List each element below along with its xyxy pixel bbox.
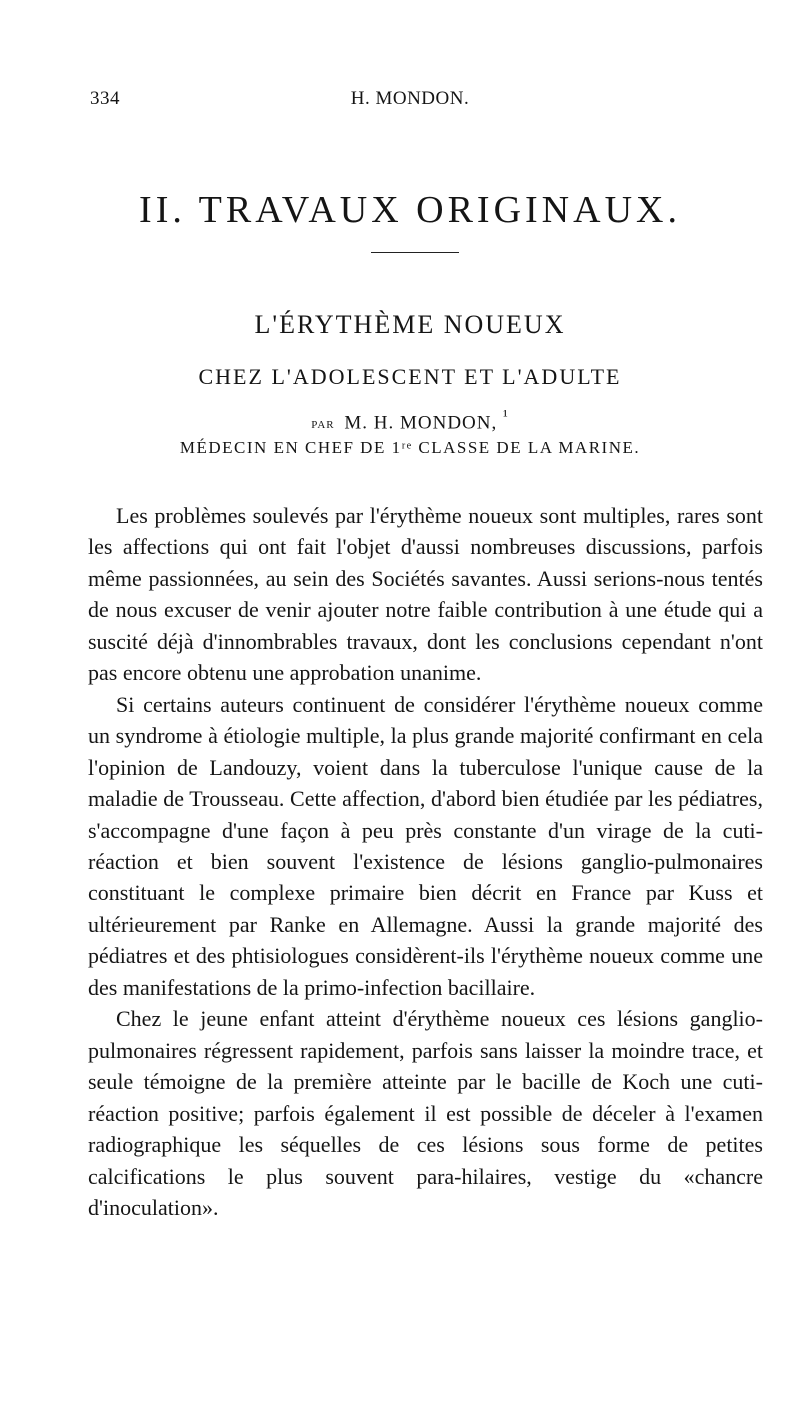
paragraph-1: Les problèmes soulevés par l'érythème noueux sont multiples, rares sont les affections qui ont fait l'objet d'aussi nombreuses discussions, parfois même passionnées, au sein des Sociétés savantes. Aussi serions-nous tentés de nous excuser de venir ajouter notre faible contribution à une étude qui a suscité déjà d'innombrables travaux, dont les conclusions cependant n'ont pas encore obtenu une approbation unanime. — [88, 503, 763, 686]
article-title: L'ÉRYTHÈME NOUEUX — [254, 310, 566, 339]
author-affiliation: MÉDECIN EN CHEF DE 1ʳᵉ CLASSE DE LA MARINE. — [179, 438, 641, 457]
paragraph-3: Chez le jeune enfant atteint d'érythème noueux ces lésions ganglio-pulmonaires régressent rapidement, parfois sans laisser la moindre trace, et seule témoigne de la première atteinte par le bacille de Koch une cuti-réaction positive; parfois également il est possible de déceler à l'examen radiographique les séquelles de ces lésions sous forme de petites calcifications le plus souvent para-hilaires, vestige du «chancre d'inoculation». — [88, 1006, 763, 1220]
article-body — [88, 500, 763, 1223]
title-divider — [371, 252, 459, 253]
paragraph-2: Si certains auteurs continuent de considérer l'érythème noueux comme un syndrome à étiologie multiple, la plus grande majorité confirmant en cela l'opinion de Landouzy, voient dans la tuberculose l'unique cause de la maladie de Trousseau. Cette affection, d'abord bien étudiée par les pédiatres, s'accompagne d'une façon à peu près constante d'un virage de la cuti-réaction et bien souvent l'existence de lésions ganglio-pulmonaires constituant le complexe primaire bien décrit en France par Kuss et ultérieurement par Ranke en Allemagne. Aussi la grande majorité des pédiatres et des phtisiologues considèrent-ils l'érythème noueux comme une des manifestations de la primo-infection bacillaire. — [88, 691, 763, 1000]
byline — [90, 408, 730, 434]
section-title: II. TRAVAUX ORIGINAUX. — [139, 189, 681, 231]
byline-prefix: PAR — [311, 419, 335, 432]
running-head: H. MONDON. — [350, 88, 470, 109]
author-name: M. H. MONDON, — [344, 412, 498, 434]
footnote-mark: ¹ — [503, 408, 509, 425]
article-subtitle: CHEZ L'ADOLESCENT ET L'ADULTE — [198, 364, 622, 389]
page-number: 334 — [90, 88, 120, 109]
page-header — [90, 88, 730, 118]
